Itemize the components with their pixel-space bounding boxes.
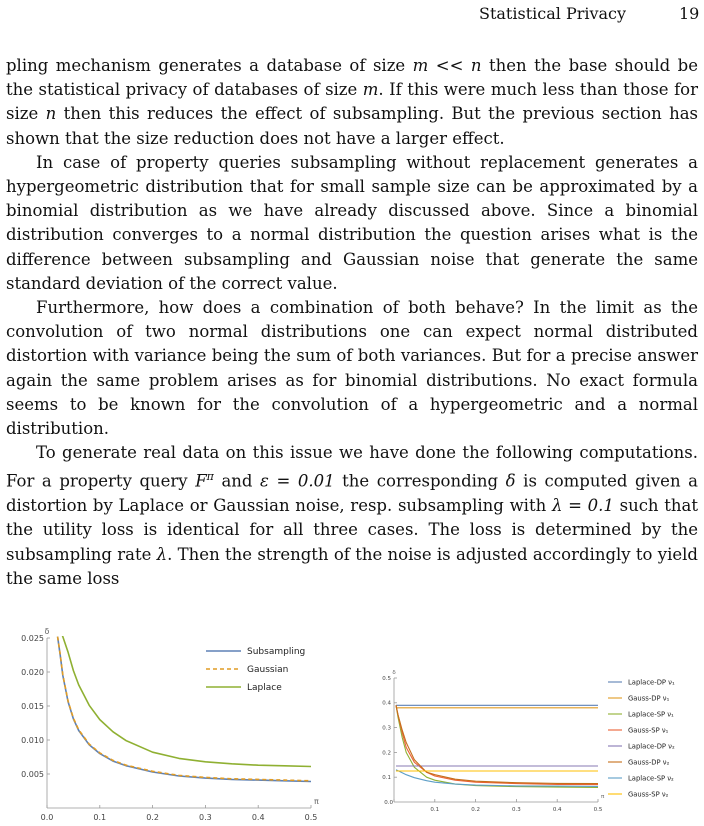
x-tick-label: 0.5 — [593, 807, 603, 813]
legend-label: Gauss-SP ν₁ — [628, 726, 669, 735]
math-expression: λ = 0.1 — [551, 496, 614, 516]
running-title: Statistical Privacy — [479, 4, 627, 23]
x-tick-label: 0.3 — [512, 807, 521, 813]
page-number: 19 — [679, 4, 700, 23]
y-tick-label: 0.015 — [21, 701, 44, 711]
series-line-gauss-dp- — [396, 705, 598, 783]
legend-label: Laplace-SP ν₁ — [628, 710, 674, 719]
legend-label: Gauss-DP ν₁ — [628, 694, 670, 703]
text-run: pling mechanism generates a database of size — [6, 56, 413, 75]
running-header — [0, 4, 704, 24]
legend-label: Laplace-DP ν₂ — [628, 742, 675, 751]
legend-label: Laplace-DP ν₁ — [628, 678, 675, 687]
y-tick-label: 0.010 — [21, 735, 44, 745]
x-tick-label: 0.5 — [304, 813, 318, 822]
x-tick-label: 0.2 — [471, 807, 480, 813]
legend-label: Gauss-DP ν₂ — [628, 758, 670, 767]
math-expression: F — [195, 471, 207, 491]
text-run: Furthermore, how does a combination of both behave? In the limit as the convolution of two normal distributions one can expect normal distributed distortion with variance being the sum of both variances. But for a precise answer again the same problem arises as for binomial distributions. No exact formula seems to be known for the convolution of a hypergeometric and a normal distribution. — [6, 298, 698, 439]
math-expression: δ — [505, 471, 516, 491]
y-tick-label: 0.005 — [21, 769, 44, 779]
paragraph — [6, 441, 698, 591]
text-run: In case of property queries subsampling without replacement generates a hypergeometric distribution that for small sample size can be approximated by a binomial distribution as we have already discussed above. Since a binomial distribution converges to a normal distribution the question arises what is the difference between subsampling and Gaussian noise that generate the same standard deviation of the correct value. — [6, 152, 698, 293]
x-tick-label: 0.1 — [430, 807, 440, 813]
legend-label: Laplace-SP ν₂ — [628, 774, 674, 783]
math-expression: m — [362, 80, 379, 100]
series-line-laplace-sp- — [396, 705, 598, 787]
x-tick-label: 0.1 — [93, 813, 107, 822]
x-tick-label: 0.0 — [40, 813, 54, 822]
paragraph — [6, 54, 698, 151]
y-axis-label: δ — [44, 627, 50, 636]
legend-label: Laplace — [247, 683, 282, 694]
body-text — [6, 54, 698, 591]
paragraph — [6, 296, 698, 441]
text-run: and — [213, 471, 261, 491]
text-run: then the base should be the statistical privacy of databases of size — [6, 56, 698, 100]
text-run: is computed given a distortion by Laplace or Gaussian noise, resp. subsampling with — [6, 471, 698, 516]
origin-label: 0.0 — [384, 800, 393, 806]
y-tick-label: 0.4 — [382, 700, 391, 707]
paragraph — [6, 151, 698, 296]
x-tick-label: 0.3 — [199, 813, 212, 822]
text-run: the corresponding — [334, 471, 506, 491]
x-tick-label: 0.4 — [552, 807, 562, 813]
math-expression: m << n — [412, 56, 482, 75]
math-expression: λ — [156, 544, 168, 564]
math-expression: n — [45, 104, 57, 124]
text-run: . If this were much less than those for size — [6, 80, 698, 124]
y-tick-label: 0.5 — [382, 675, 391, 682]
legend-label: Gauss-SP ν₂ — [628, 790, 669, 799]
math-superscript: π — [206, 470, 214, 484]
math-expression: ε = 0.01 — [260, 471, 335, 491]
text-run: To generate real data on this issue we have done the following computations. For a property query — [6, 443, 698, 491]
y-tick-label: 0.1 — [382, 775, 391, 782]
series-line-gauss-sp- — [396, 705, 598, 784]
y-axis-label: δ — [392, 670, 396, 676]
x-axis-label: π — [601, 794, 605, 800]
chart-dp-sp-comparison — [356, 660, 704, 820]
chart-delta-vs-pi — [0, 608, 352, 826]
y-tick-label: 0.2 — [382, 750, 391, 757]
x-axis-label: π — [314, 797, 319, 806]
text-run: then this reduces the effect of subsampling. But the previous section has shown that the size reduction does not have a larger effect. — [6, 104, 698, 148]
x-tick-label: 0.4 — [251, 813, 265, 822]
y-tick-label: 0.025 — [21, 633, 44, 643]
text-run: . Then the strength of the noise is adjusted accordingly to yield the same loss — [6, 544, 698, 588]
y-tick-label: 0.020 — [21, 667, 44, 677]
legend-label: Subsampling — [247, 647, 306, 658]
legend-label: Gaussian — [247, 665, 289, 676]
y-tick-label: 0.3 — [382, 725, 391, 732]
x-tick-label: 0.2 — [146, 813, 159, 822]
text-run: such that the utility loss is identical for all three cases. The loss is determined by the subsampling rate — [6, 496, 698, 564]
plot-area — [396, 705, 598, 787]
